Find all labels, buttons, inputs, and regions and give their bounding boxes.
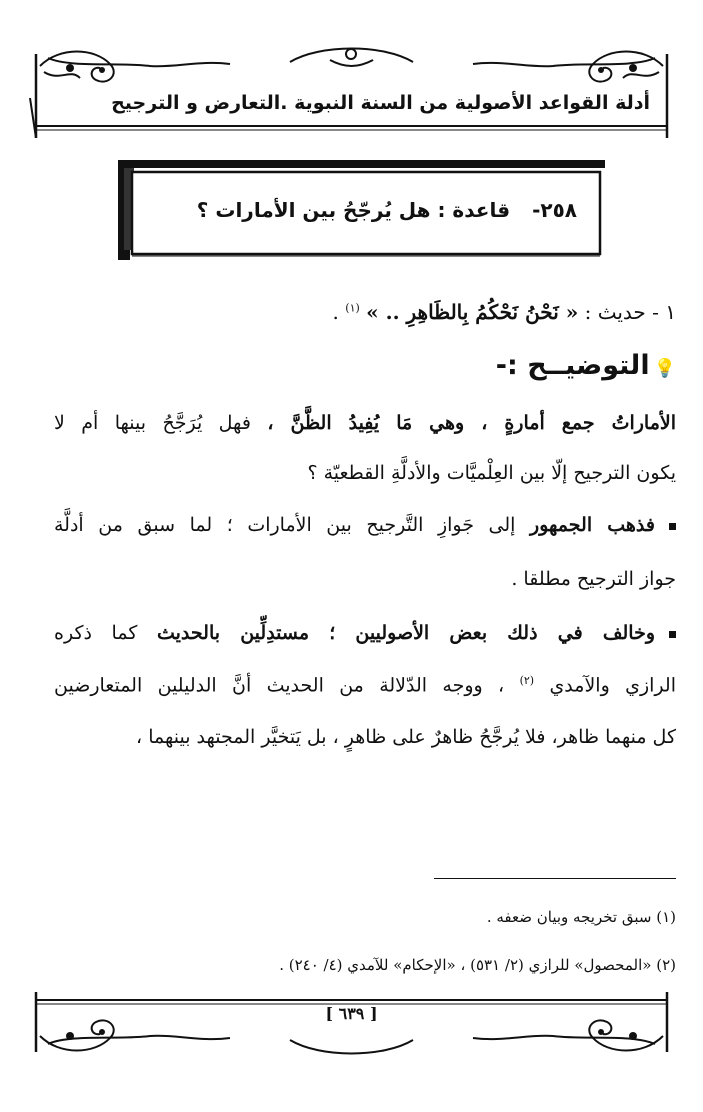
rule-title: قاعدة : هل يُرجّحُ بين الأمارات ؟ xyxy=(196,198,511,222)
bullet2-line1 xyxy=(54,622,676,644)
paragraph1-line1 xyxy=(54,412,676,434)
bullet2-bold-text: وخالف في ذلك بعض الأصوليين ؛ مستدِلِّين بالحديث xyxy=(156,622,655,644)
rule-heading xyxy=(138,198,577,222)
footnote-2: (٢) «المحصول» للرازي (٢/ ٥٣١) ، «الإحكام» للآمدي (٤/ ٢٤٠) . xyxy=(279,956,676,974)
running-header-title: أدلة القواعد الأصولية من السنة النبوية .التعارض و الترجيح xyxy=(111,92,650,114)
hadith-line xyxy=(54,300,676,324)
bullet2-rest-text: كما ذكره xyxy=(54,622,138,644)
footnote-ref-2: (٢) xyxy=(519,674,535,687)
bullet2-line2-end: ، ووجه الدّلالة من الحديث أنَّ الدليلين المتعارضين xyxy=(54,674,505,697)
paragraph1-line2: يكون الترجيح إلّا بين العِلْميَّات والأدلَّةِ القطعيّة ؟ xyxy=(307,462,676,484)
bullet1-bold-text: فذهب الجمهور xyxy=(530,514,655,536)
section-title: التوضيــح :- xyxy=(495,350,650,381)
bullet-marker xyxy=(669,523,676,530)
paragraph1-rest-text: فهل يُرَجَّحُ بينها أم لا xyxy=(54,412,251,434)
bullet2-line2 xyxy=(54,674,676,696)
footnote-divider xyxy=(434,878,676,879)
footnote-ref-1: (١) xyxy=(345,301,360,315)
bottom-frame-ornament xyxy=(0,992,703,1062)
footnote-1: (١) سبق تخريجه وبيان ضعفه . xyxy=(486,908,676,926)
section-heading xyxy=(420,350,676,381)
paragraph1-bold-text: الأماراتُ جمع أمارةٍ ، وهي مَا يُفِيدُ الظَّنَّ ، xyxy=(267,412,676,434)
top-frame-ornament xyxy=(0,38,703,138)
hadith-text: « نَحْنُ نَحْكُمُ بِالظَاهِرِ .. » xyxy=(366,300,579,324)
rule-number: ٢٥٨- xyxy=(532,198,577,222)
rule-title-banner xyxy=(118,160,605,260)
bullet1-rest-text: إلى جَوازِ التَّرجيح بين الأمارات ؛ لما سبق من أدلَّة xyxy=(54,514,516,536)
page-number: [ ٦٣٩ ] xyxy=(325,1004,378,1023)
bullet-marker xyxy=(669,631,676,638)
bullet1-line2: جواز الترجيح مطلقا . xyxy=(511,568,676,590)
lightbulb-icon: 💡 xyxy=(653,358,676,379)
hadith-end: . xyxy=(332,300,339,324)
bullet2-line3: كل منهما ظاهر، فلا يُرجَّحُ ظاهرٌ على ظاهرٍ ، بل يَتخيَّر المجتهد بينهما ، xyxy=(136,726,676,748)
hadith-label: ١ - حديث : xyxy=(584,300,676,324)
bullet1-line1 xyxy=(54,514,676,536)
bullet2-line2-start: الرازي والآمدي xyxy=(549,674,676,697)
